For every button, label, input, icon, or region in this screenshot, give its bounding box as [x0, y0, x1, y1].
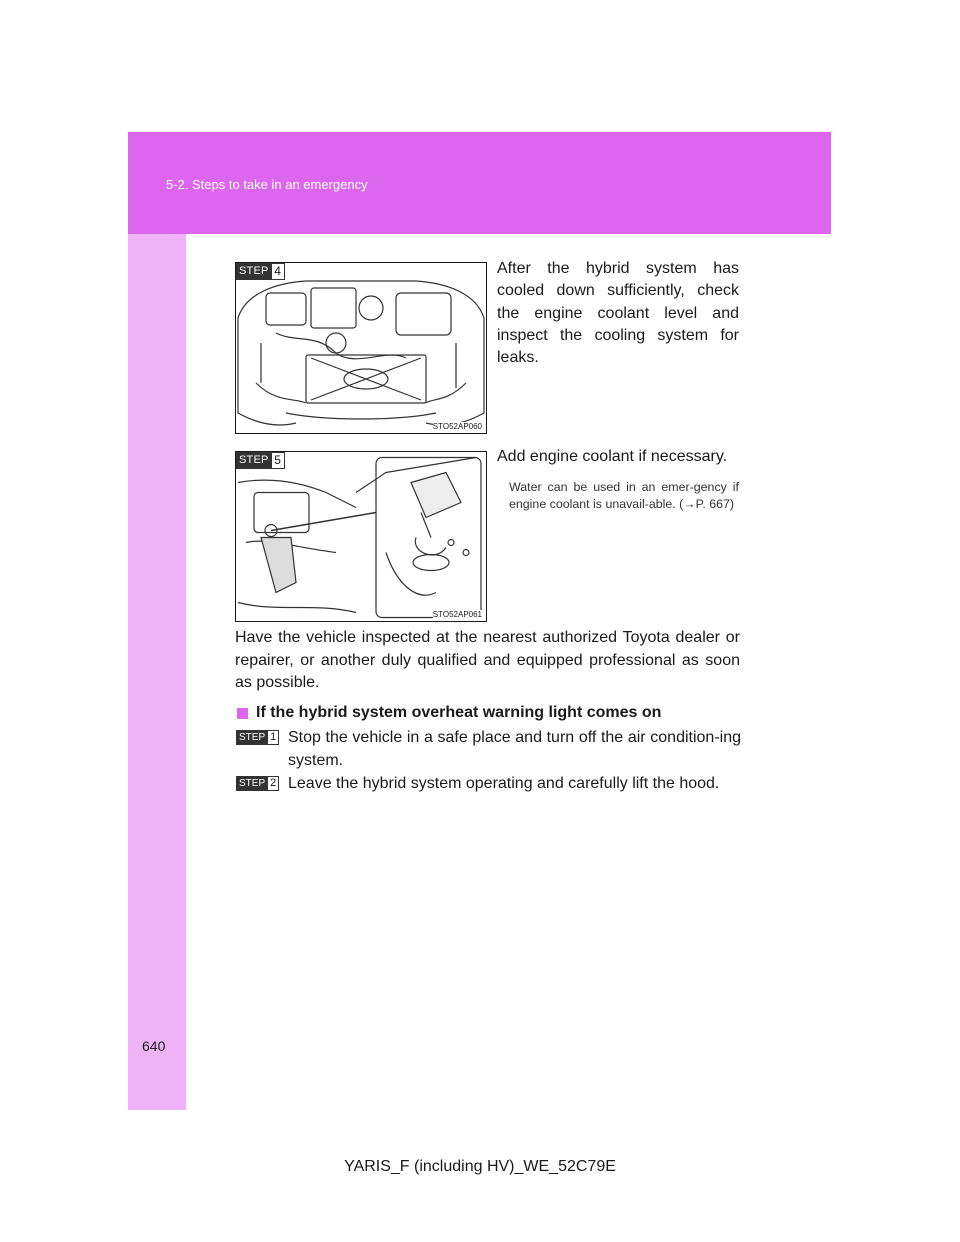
step-2-number: 2 — [267, 776, 279, 791]
step-1-text: Stop the vehicle in a safe place and turn off the air condition-ing system. — [288, 729, 741, 769]
square-bullet-icon — [237, 708, 248, 719]
step-4-number: 4 — [271, 263, 285, 280]
step-5-note: Water can be used in an emer-gency if engine coolant is unavail-able. (→P. 667) — [509, 480, 739, 511]
engine-bay-drawing — [236, 263, 486, 433]
step-1-word: STEP — [236, 730, 267, 745]
step-2-word: STEP — [236, 776, 267, 791]
subheading-text: If the hybrid system overheat warning light comes on — [256, 704, 662, 721]
footer-code: YARIS_F (including HV)_WE_52C79E — [344, 1158, 616, 1175]
step-1-number: 1 — [267, 730, 279, 745]
step-5-badge — [236, 452, 285, 469]
step-2-text: Leave the hybrid system operating and carefully lift the hood. — [288, 775, 720, 792]
step-2-badge — [236, 776, 279, 791]
step-5-text: Add engine coolant if necessary. — [497, 448, 728, 465]
page-number: 640 — [142, 1038, 166, 1054]
side-strip — [128, 234, 186, 1110]
coolant-reservoir-drawing — [236, 452, 486, 622]
step-5-word: STEP — [236, 452, 271, 469]
section-title: 5-2. Steps to take in an emergency — [166, 177, 368, 192]
step-5-number: 5 — [271, 452, 285, 469]
figure-code: STO52AP060 — [432, 422, 482, 431]
subheading — [237, 704, 661, 722]
step-1-badge — [236, 730, 279, 745]
step-4-badge — [236, 263, 285, 280]
coolant-refill-illustration — [235, 451, 487, 622]
step-2-row — [236, 773, 741, 796]
inspection-paragraph: Have the vehicle inspected at the nearest authorized Toyota dealer or repairer, or another duly qualified and equipped professional as soon as possible. — [235, 629, 740, 691]
step-4-text: After the hybrid system has cooled down sufficiently, check the engine coolant level and inspect the cooling system for leaks. — [497, 260, 739, 367]
step-4-word: STEP — [236, 263, 271, 280]
step-1-row — [236, 727, 741, 772]
figure-code: STO52AP061 — [432, 610, 482, 619]
engine-bay-illustration — [235, 262, 487, 434]
